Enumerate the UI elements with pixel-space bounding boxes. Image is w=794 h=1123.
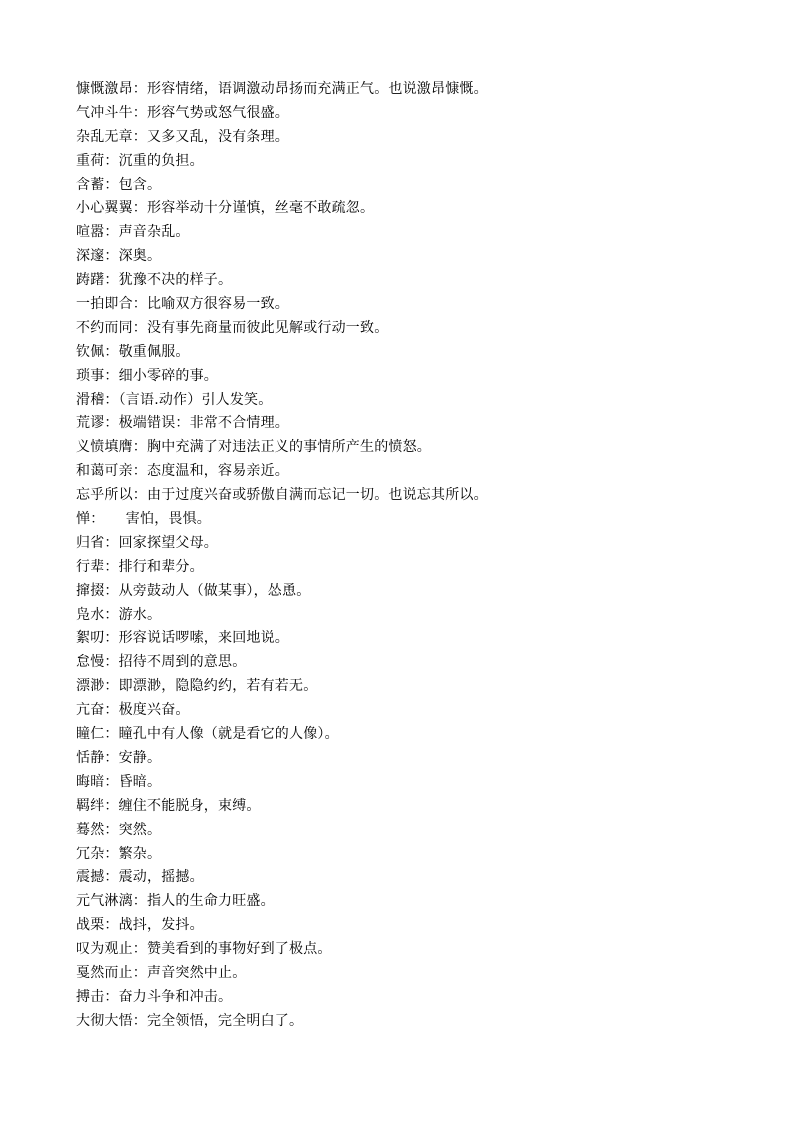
vocab-entry: 不约而同：没有事先商量而彼此见解或行动一致。	[76, 319, 389, 336]
vocab-entry: 战栗：战抖，发抖。	[76, 917, 204, 934]
vocab-entry: 震撼：震动，摇撼。	[76, 869, 204, 886]
vocab-entry: 钦佩：敬重佩服。	[76, 343, 190, 360]
vocab-entry: 絮叨：形容说话啰嗦，来回地说。	[76, 630, 289, 647]
vocabulary-list	[76, 78, 756, 1034]
vocab-entry: 归省：回家探望父母。	[76, 534, 218, 551]
vocab-entry: 义愤填膺：胸中充满了对违法正义的事情所产生的愤怒。	[76, 439, 431, 456]
vocab-entry: 冗杂：繁杂。	[76, 845, 162, 862]
vocab-entry: 蓦然：突然。	[76, 821, 162, 838]
vocab-entry: 琐事：细小零碎的事。	[76, 367, 218, 384]
vocab-entry: 小心翼翼：形容举动十分谨慎，丝毫不敢疏忽。	[76, 200, 375, 217]
vocab-entry: 杂乱无章：又多又乱，没有条理。	[76, 128, 289, 145]
vocab-entry: 一拍即合：比喻双方很容易一致。	[76, 296, 289, 313]
vocab-entry: 搏击：奋力斗争和冲击。	[76, 988, 233, 1005]
vocab-entry: 漂渺：即漂渺，隐隐约约，若有若无。	[76, 678, 318, 695]
vocab-entry: 惮： 害怕，畏惧。	[76, 511, 211, 528]
vocab-entry: 喧嚣：声音杂乱。	[76, 224, 190, 241]
vocab-entry: 瞳仁：瞳孔中有人像（就是看它的人像）。	[76, 726, 339, 743]
vocab-entry: 叹为观止：赞美看到的事物好到了极点。	[76, 941, 332, 958]
vocab-entry: 深邃：深奥。	[76, 248, 162, 265]
vocab-entry: 凫水：游水。	[76, 606, 162, 623]
vocab-entry: 和蔼可亲：态度温和，容易亲近。	[76, 463, 289, 480]
vocab-entry: 忘乎所以：由于过度兴奋或骄傲自满而忘记一切。也说忘其所以。	[76, 487, 488, 504]
vocab-entry: 荒谬：极端错误：非常不合情理。	[76, 415, 289, 432]
vocab-entry: 元气淋漓：指人的生命力旺盛。	[76, 893, 275, 910]
vocab-entry: 大彻大悟：完全领悟，完全明白了。	[76, 1012, 304, 1029]
vocab-entry: 亢奋：极度兴奋。	[76, 702, 190, 719]
vocab-entry: 恬静：安静。	[76, 749, 162, 766]
vocab-entry: 羁绊：缠住不能脱身，束缚。	[76, 797, 261, 814]
vocab-entry: 撺掇：从旁鼓动人（做某事），怂恿。	[76, 582, 311, 599]
vocab-entry: 含蓄：包含。	[76, 176, 162, 193]
vocab-entry: 重荷：沉重的负担。	[76, 152, 204, 169]
vocab-entry: 怠慢：招待不周到的意思。	[76, 654, 247, 671]
vocab-entry: 踌躇：犹豫不决的样子。	[76, 272, 233, 289]
vocab-entry: 慷慨激昂：形容情绪，语调激动昂扬而充满正气。也说激昂慷慨。	[76, 81, 488, 97]
vocab-entry: 滑稽：（言语.动作）引人发笑。	[76, 391, 273, 408]
vocab-entry: 晦暗：昏暗。	[76, 773, 162, 790]
vocab-entry: 行辈：排行和辈分。	[76, 558, 204, 575]
vocab-entry: 气冲斗牛：形容气势或怒气很盛。	[76, 104, 289, 121]
vocab-entry: 戛然而止：声音突然中止。	[76, 964, 247, 981]
